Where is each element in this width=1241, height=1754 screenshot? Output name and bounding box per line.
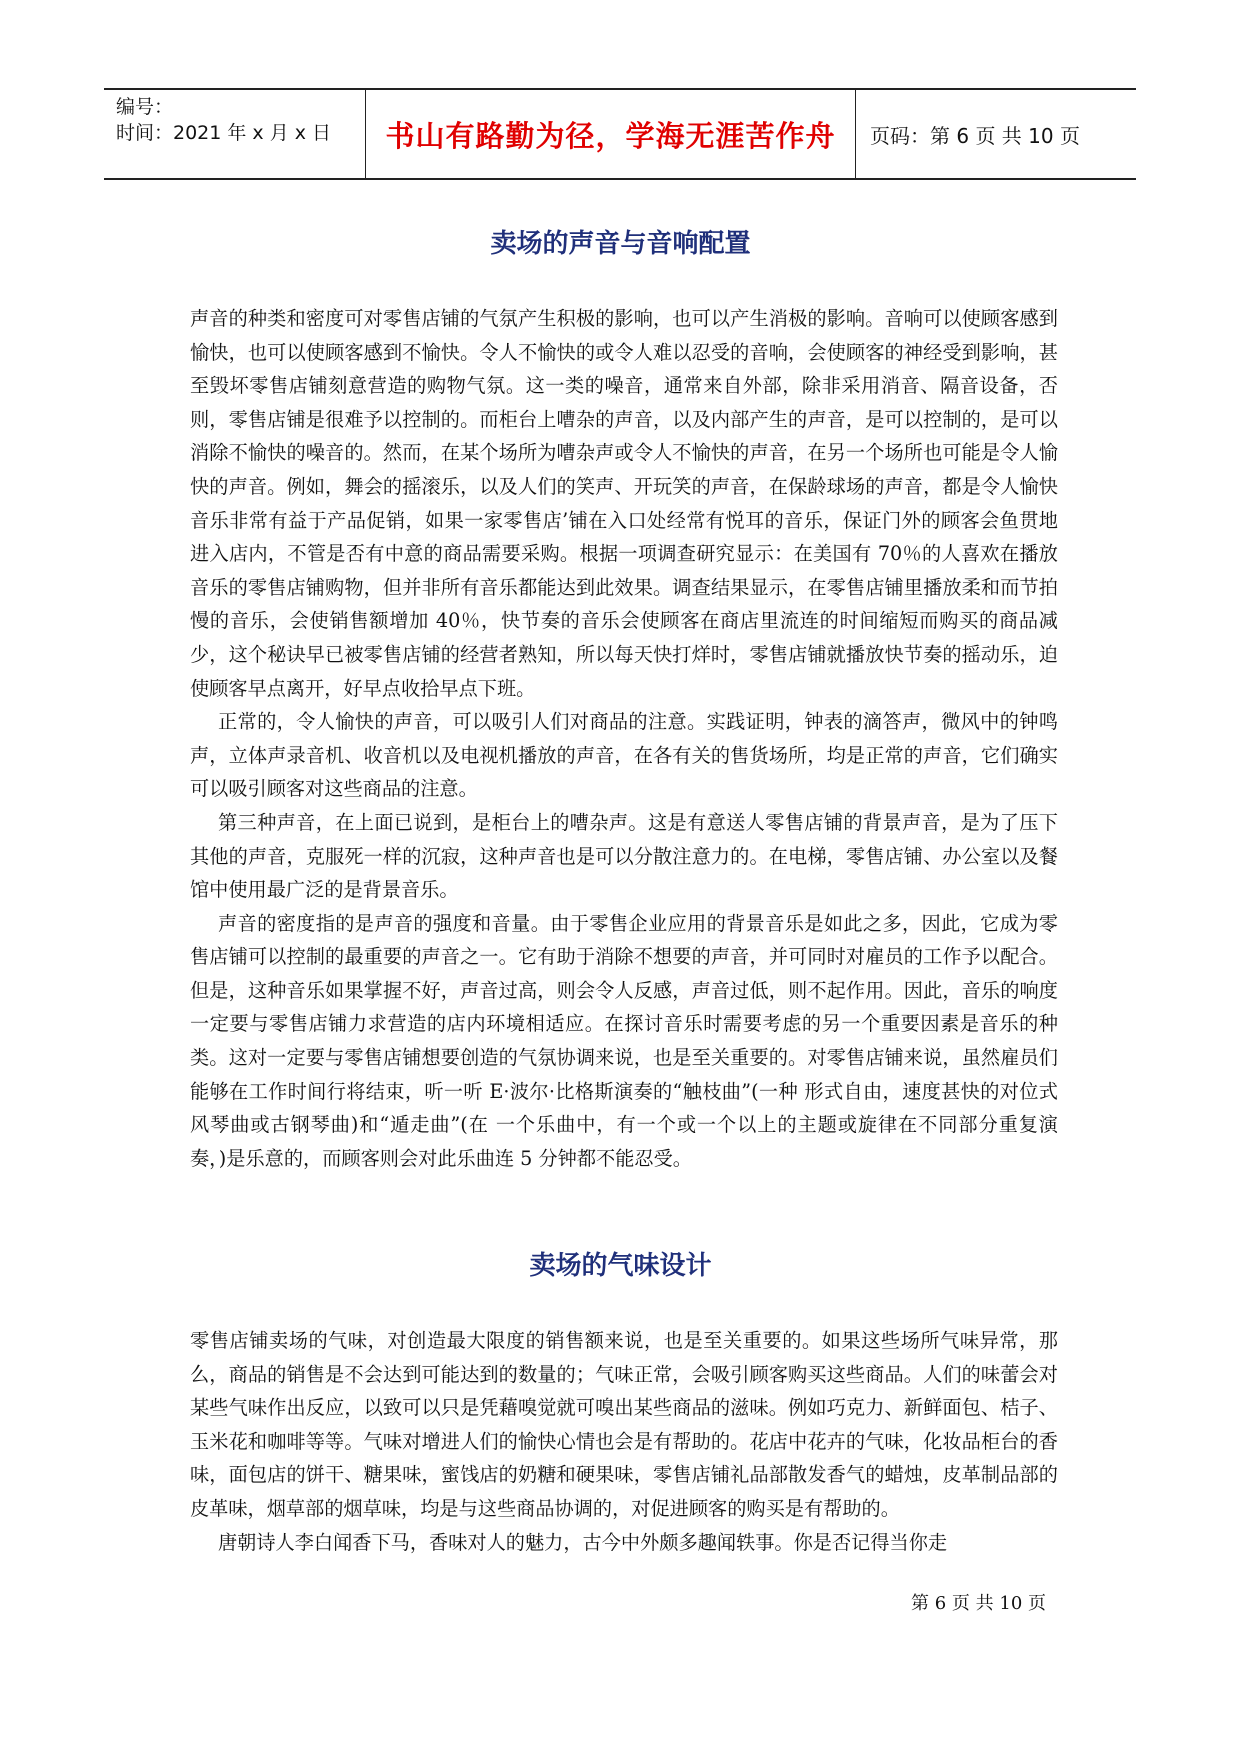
paragraph: 第三种声音，在上面已说到，是柜台上的嘈杂声。这是有意送人零售店铺的背景声音，是为了压下其他的声音，克服死一样的沉寂，这种声音也是可以分散注意力的。在电梯，零售店铺、办公室以及餐馆中使用最广泛的是背景音乐。 <box>190 810 1058 902</box>
header-page-number: 页码：第 6 页 共 10 页 <box>870 123 1080 148</box>
section-body-sound <box>190 302 1058 1175</box>
paragraph: 声音的种类和密度可对零售店铺的气氛产生积极的影响，也可以产生消极的影响。音响可以使顾客感到愉快，也可以使顾客感到不愉快。令人不愉快的或令人难以忍受的音响，会使顾客的神经受到影响，甚至毁坏零售店铺刻意营造的购物气氛。这一类的噪音，通常来自外部，除非采用消音、隔音设备，否则，零售店铺是很难予以控制的。而柜台上嘈杂的声音，以及内部产生的声音，是可以控制的，是可以消除不愉快的噪音的。然而，在某个场所为嘈杂声或令人不愉快的声音，在另一个场所也可能是令人愉快的声音。例如，舞会的摇滚乐，以及人们的笑声、开玩笑的声音，在保龄球场的声音，都是令人愉快音乐非常有益于产品促销，如果一家零售店’铺在入口处经常有悦耳的音乐，保证门外的顾客会鱼贯地进入店内，不管是否有中意的商品需要采购。根据一项调查研究显示：在美国有 70％的人喜欢在播放音乐的零售店铺购物，但并非所有音乐都能达到此效果。调查结果显示，在零售店铺里播放柔和而节拍慢的音乐，会使销售额增加 40％，快节奏的音乐会使顾客在商店里流连的时间缩短而购买的商品减少，这个秘诀早已被零售店铺的经营者熟知，所以每天快打烊时，零售店铺就播放快节奏的摇动乐，迫使顾客早点离开，好早点收拾早点下班。 <box>190 307 1058 700</box>
section-body-smell <box>190 1324 1058 1559</box>
paragraph: 零售店铺卖场的气味，对创造最大限度的销售额来说，也是至关重要的。如果这些场所气味异常，那么，商品的销售是不会达到可能达到的数量的；气味正常，会吸引顾客购买这些商品。人们的味蕾会对某些气味作出反应，以致可以只是凭藉嗅觉就可嗅出某些商品的滋味。例如巧克力、新鲜面包、桔子、玉米花和咖啡等等。气味对增进人们的愉快心情也会是有帮助的。花店中花卉的气味，化妆品柜台的香味，面包店的饼干、糖果味，蜜饯店的奶糖和硬果味，零售店铺礼品部散发香气的蜡烛，皮革制品部的皮革味，烟草部的烟草味，均是与这些商品协调的，对促进顾客的购买是有帮助的。 <box>190 1329 1058 1520</box>
header-info-cell <box>104 90 366 178</box>
header-motto: 书山有路勤为径，学海无涯苦作舟 <box>366 90 856 178</box>
paragraph: 正常的，令人愉快的声音，可以吸引人们对商品的注意。实践证明，钟表的滴答声，微风中的钟鸣声，立体声录音机、收音机以及电视机播放的声音，在各有关的售货场所，均是正常的声音，它们确实可以吸引顾客对这些商品的注意。 <box>190 710 1058 801</box>
document-time-label: 时间：2021 年 x 月 x 日 <box>116 122 332 144</box>
paragraph: 唐朝诗人李白闻香下马，香味对人的魅力，古今中外颇多趣闻轶事。你是否记得当你走 <box>218 1530 948 1554</box>
document-number-label: 编号： <box>116 96 174 118</box>
paragraph: 声音的密度指的是声音的强度和音量。由于零售企业应用的背景音乐是如此之多，因此，它成为零售店铺可以控制的最重要的声音之一。它有助于消除不想要的声音，并可同时对雇员的工作予以配合。但是，这种音乐如果掌握不好，声音过高，则会令人反感，声音过低，则不起作用。因此，音乐的响度一定要与零售店铺力求营造的店内环境相适应。在探讨音乐时需要考虑的另一个重要因素是音乐的种类。这对一定要与零售店铺想要创造的气氛协调来说，也是至关重要的。对零售店铺来说，虽然雇员们能够在工作时间行将结束，听一听 E·波尔·比格斯演奏的“触枝曲”(一种 形式自由，速度甚快的对位式风琴曲或古钢琴曲)和“遁走曲”(在 一个乐曲中，有一个或一个以上的主题或旋律在不同部分重复演 奏，)是乐意的，而顾客则会对此乐曲连 5 分钟都不能忍受。 <box>190 911 1058 1170</box>
section-title-sound: 卖场的声音与音响配置 <box>490 229 751 259</box>
section-title-smell: 卖场的气味设计 <box>529 1251 712 1281</box>
page-header <box>104 88 1136 180</box>
page-footer: 第 6 页 共 10 页 <box>911 1593 1046 1614</box>
